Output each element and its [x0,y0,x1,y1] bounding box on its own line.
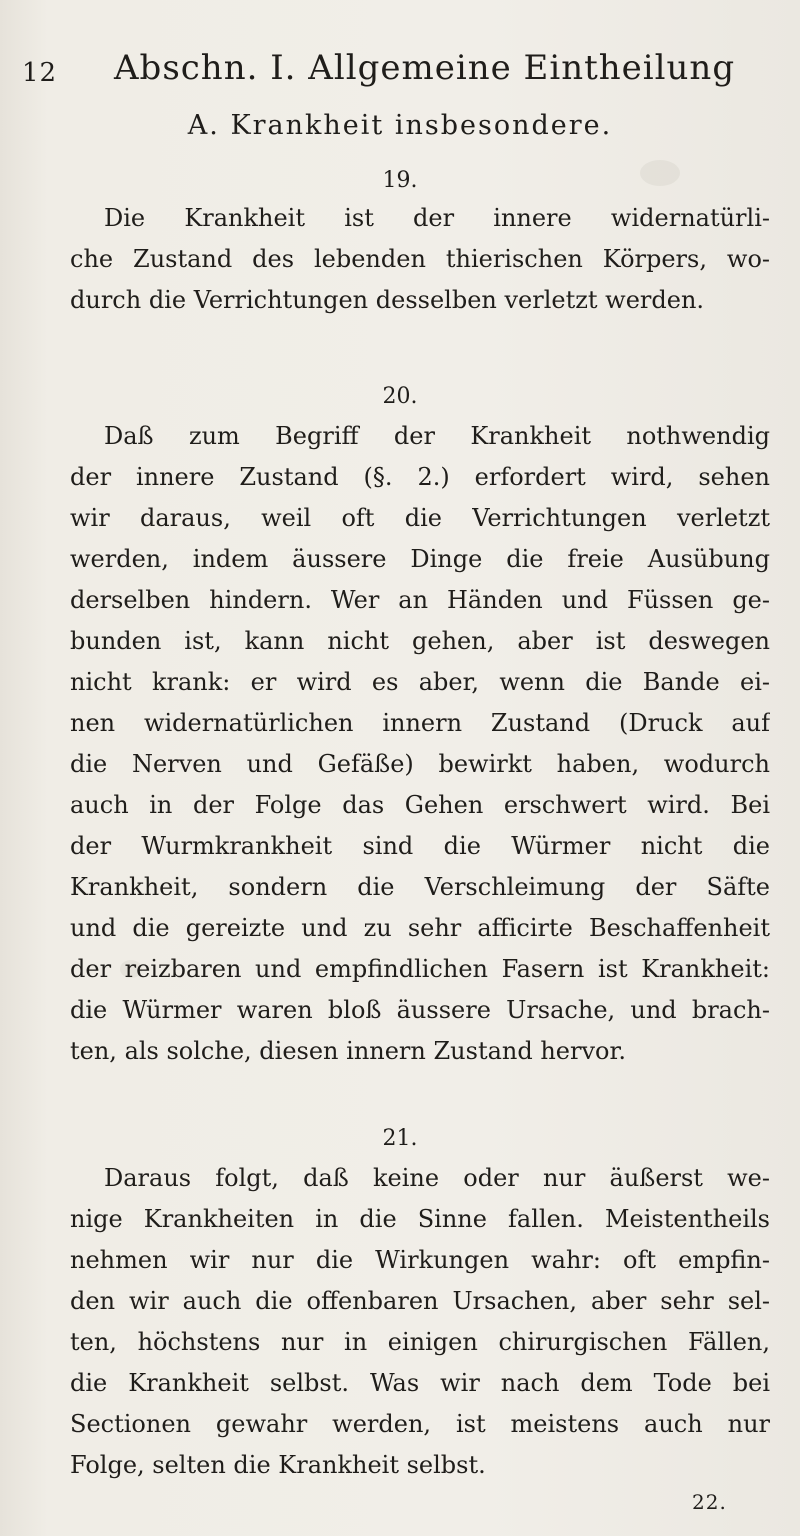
text-line: werden, indem äussere Dinge die freie Ausübung [70,545,770,573]
text-line: der reizbaren und empfindlichen Fasern ist Krankheit: [70,955,770,983]
text-line: Daß zum Begriff der Krankheit nothwendig [104,422,770,450]
text-line: die Würmer waren bloß äussere Ursache, und brach- [70,996,770,1024]
page-number: 12 [22,58,58,88]
text-line: Folge, selten die Krankheit selbst. [70,1451,486,1479]
text-line: Krankheit, sondern die Verschleimung der Säfte [70,873,770,901]
text-line: auch in der Folge das Gehen erschwert wird. Bei [70,791,770,819]
text-line: durch die Verrichtungen desselben verletzt werden. [70,286,705,314]
section-number-19: 19. [382,168,418,193]
subheading: A. Krankheit insbesondere. [187,110,613,141]
text-line: die Nerven und Gefäße) bewirkt haben, wodurch [70,750,770,778]
running-head: Abschn. I. Allgemeine Eintheilung [114,48,736,88]
text-line: den wir auch die offenbaren Ursachen, aber sehr sel- [70,1287,770,1315]
text-line: nehmen wir nur die Wirkungen wahr: oft empfin- [70,1246,770,1274]
text-line: der Wurmkrankheit sind die Würmer nicht die [70,832,770,860]
text-line: der innere Zustand (§. 2.) erfordert wird, sehen [70,463,770,491]
text-line: Die Krankheit ist der innere widernatürli- [104,204,770,232]
text-line: die Krankheit selbst. Was wir nach dem Tode bei [70,1369,770,1397]
section-number-20: 20. [382,384,418,409]
text-line: nige Krankheiten in die Sinne fallen. Meistentheils [70,1205,770,1233]
section-number-21: 21. [382,1126,418,1151]
text-line: Daraus folgt, daß keine oder nur äußerst we- [104,1164,770,1192]
paragraph-20 [70,416,770,1072]
text-line: Sectionen gewahr werden, ist meistens auch nur [70,1410,770,1438]
catchword: 22. [692,1490,727,1514]
text-line: und die gereizte und zu sehr afficirte Beschaffenheit [70,914,770,942]
text-line: bunden ist, kann nicht gehen, aber ist deswegen [70,627,770,655]
page-header [22,44,782,94]
text-line: che Zustand des lebenden thierischen Körpers, wo- [70,245,770,273]
text-line: nicht krank: er wird es aber, wenn die Bande ei- [70,668,770,696]
paragraph-19 [70,198,770,321]
paragraph-21 [70,1158,770,1486]
text-line: ten, als solche, diesen innern Zustand hervor. [70,1037,626,1065]
text-line: ten, höchstens nur in einigen chirurgischen Fällen, [70,1328,770,1356]
text-line: derselben hindern. Wer an Händen und Füssen ge- [70,586,770,614]
text-line: wir daraus, weil oft die Verrichtungen verletzt [70,504,770,532]
text-line: nen widernatürlichen innern Zustand (Druck auf [70,709,770,737]
